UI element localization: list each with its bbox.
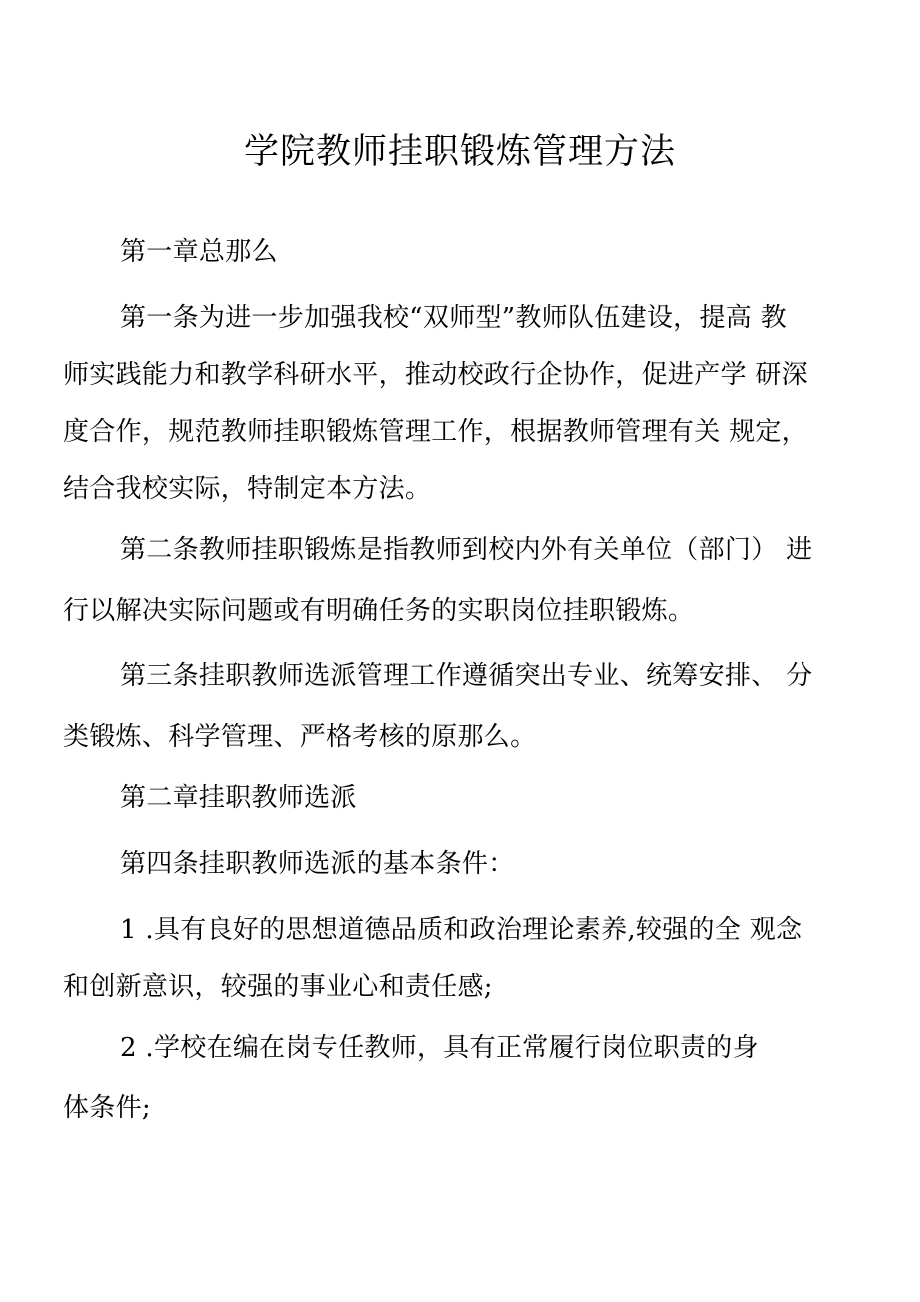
- article-1-line-1: 第一条为进一步加强我校“双师型”教师队伍建设，提高 教: [120, 303, 787, 333]
- article-4-heading: 第四条挂职教师选派的基本条件：: [120, 849, 515, 879]
- article-2-line-2: 行以解决实际问题或有明确任务的实职岗位挂职锻炼。: [63, 596, 695, 626]
- chapter-heading-2: 第二章挂职教师选派: [120, 783, 357, 813]
- article-3-line-2: 类锻炼、科学管理、严格考核的原那么。: [63, 722, 537, 752]
- article-1-line-3: 度合作，规范教师挂职锻炼管理工作，根据教师管理有关 规定，: [63, 417, 808, 447]
- condition-1-line-2: 和创新意识，较强的事业心和责任感;: [63, 972, 493, 1002]
- article-1-line-2: 师实践能力和教学科研水平，推动校政行企协作，促进产学 研深: [63, 360, 808, 390]
- condition-2-line-1: 2 .学校在编在岗专任教师，具有正常履行岗位职责的身: [120, 1033, 759, 1063]
- article-3-line-1: 第三条挂职教师选派管理工作遵循突出专业、统筹安排、 分: [120, 661, 813, 691]
- article-1-line-4: 结合我校实际，特制定本方法。: [63, 474, 432, 504]
- document-title: 学院教师挂职锻炼管理方法: [243, 132, 676, 172]
- article-2-line-1: 第二条教师挂职锻炼是指教师到校内外有关单位（部门） 进: [120, 535, 813, 565]
- condition-1-line-1: 1 .具有良好的思想道德品质和政治理论素养,较强的全 观念: [120, 915, 803, 945]
- condition-2-line-2: 体条件;: [63, 1093, 151, 1123]
- chapter-heading-1: 第一章总那么: [120, 237, 278, 267]
